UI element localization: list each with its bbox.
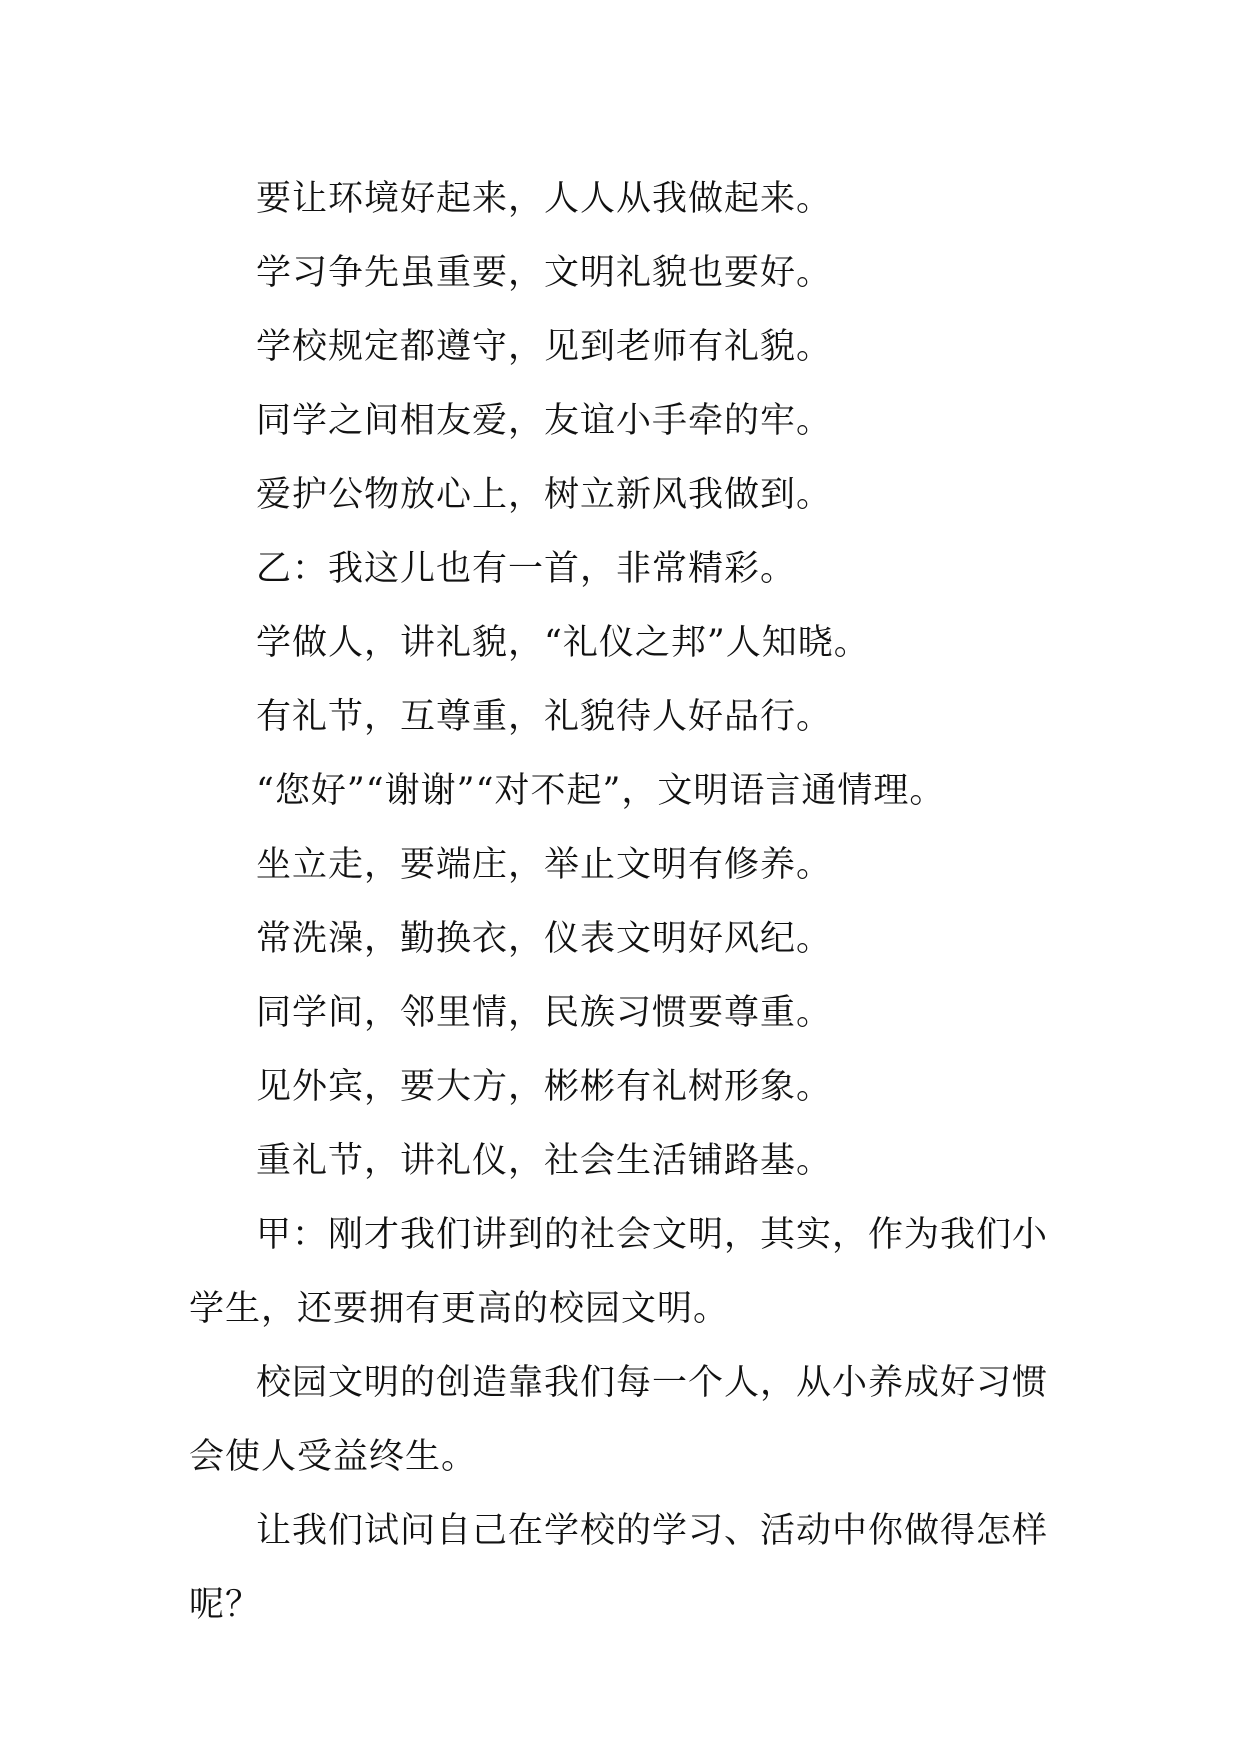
paragraph: 爱护公物放心上，树立新风我做到。 [256,475,833,515]
paragraph: “您好”“谢谢”“对不起”，文明语言通情理。 [256,771,946,811]
paragraph: 坐立走，要端庄，举止文明有修养。 [256,845,833,885]
paragraph: 甲：刚才我们讲到的社会文明，其实，作为我们小学生，还要拥有更高的校园文明。 [189,1215,1049,1329]
paragraph: 要让环境好起来，人人从我做起来。 [256,179,833,219]
paragraph: 学做人，讲礼貌，“礼仪之邦”人知晓。 [256,623,870,663]
paragraph: 学习争先虽重要，文明礼貌也要好。 [256,253,833,293]
paragraph: 重礼节，讲礼仪，社会生活铺路基。 [256,1141,833,1181]
paragraph: 让我们试问自己在学校的学习、活动中你做得怎样呢？ [189,1511,1049,1625]
paragraph: 学校规定都遵守，见到老师有礼貌。 [256,327,833,367]
paragraph: 见外宾，要大方，彬彬有礼树形象。 [256,1067,833,1107]
document-body [189,162,1059,1642]
paragraph: 有礼节，互尊重，礼貌待人好品行。 [256,697,833,737]
paragraph: 同学之间相友爱，友谊小手牵的牢。 [256,401,833,441]
paragraph: 乙：我这儿也有一首，非常精彩。 [256,549,797,589]
paragraph: 校园文明的创造靠我们每一个人，从小养成好习惯会使人受益终生。 [189,1363,1049,1477]
paragraph: 同学间，邻里情，民族习惯要尊重。 [256,993,833,1033]
paragraph: 常洗澡，勤换衣，仪表文明好风纪。 [256,919,833,959]
